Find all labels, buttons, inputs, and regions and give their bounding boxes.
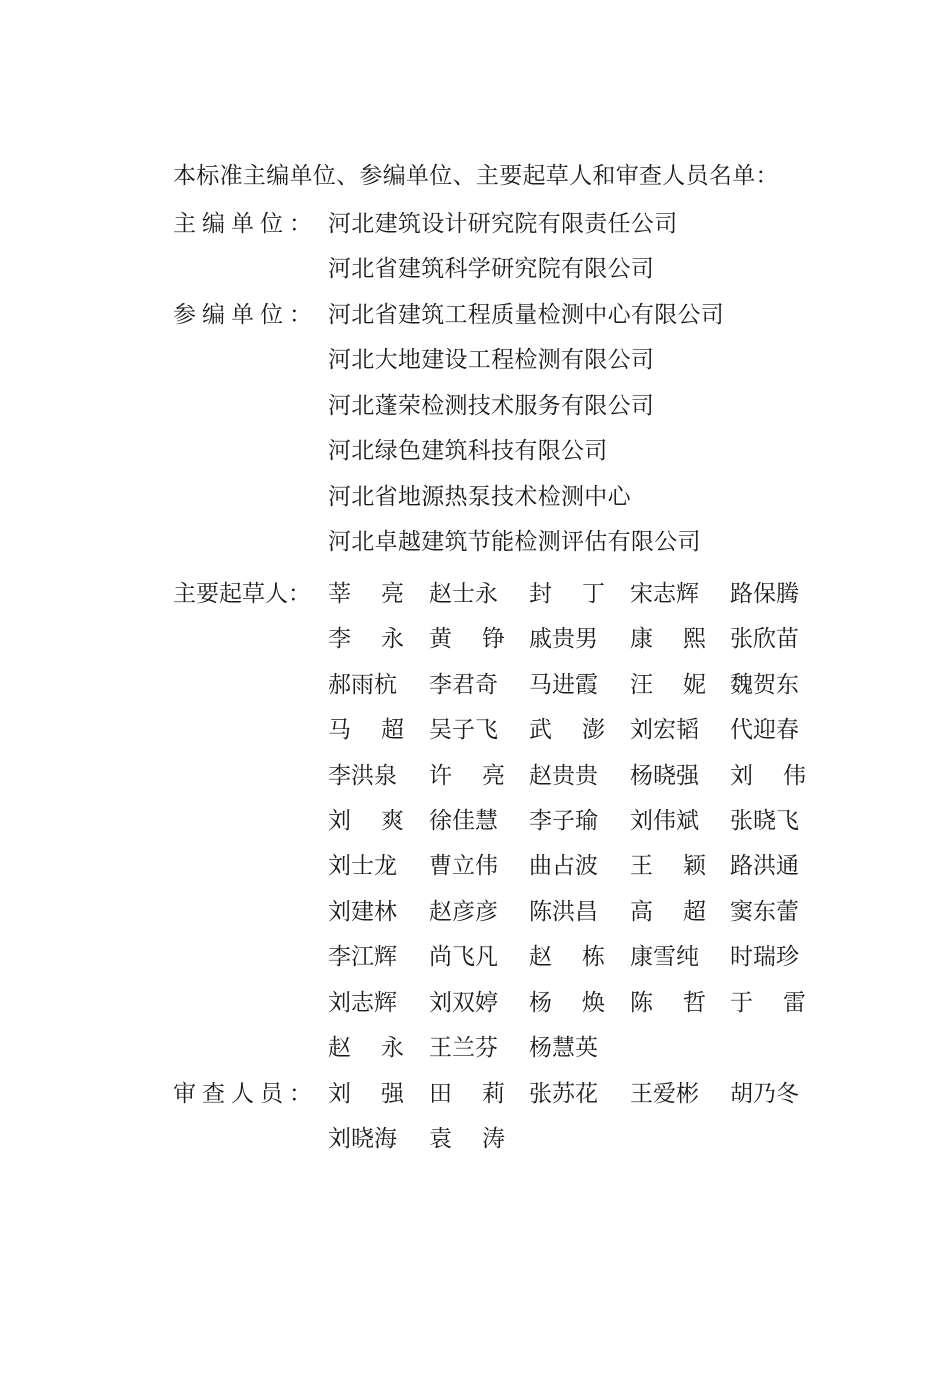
drafters-name: 宋志辉: [630, 581, 699, 607]
drafters-name: 许 亮: [429, 762, 505, 789]
drafters-name: 封 丁: [529, 581, 605, 607]
drafters-name: 张晓飞: [730, 808, 799, 834]
drafters-name: 刘 伟: [730, 762, 806, 789]
participating-unit: 河北省建筑工程质量检测中心有限公司: [328, 302, 725, 328]
drafters-name: 赵贵贵: [529, 762, 598, 789]
chief-editor-label: 主编单位：: [173, 211, 318, 237]
drafters-name: 代迎春: [730, 717, 799, 744]
reviewers-name: 胡乃冬: [730, 1081, 799, 1107]
chief-editor-unit: 河北建筑设计研究院有限责任公司: [328, 211, 678, 237]
drafters-name: 曹立伟: [429, 853, 498, 880]
drafters-name: 莘 亮: [328, 581, 404, 607]
chief-editor-unit: 河北省建筑科学研究院有限公司: [328, 256, 655, 282]
drafters-name: 戚贵男: [529, 626, 598, 653]
drafters-name: 张欣苗: [730, 626, 799, 653]
drafters-name: 汪 妮: [630, 671, 706, 698]
reviewers-name: 王爱彬: [630, 1081, 699, 1107]
drafters-name: 武 澎: [529, 717, 605, 744]
drafters-name: 杨 焕: [529, 989, 605, 1016]
reviewers-name: 袁 涛: [429, 1126, 505, 1153]
drafters-name: 陈洪昌: [529, 898, 598, 925]
drafters-name: 尚飞凡: [429, 944, 498, 971]
intro-heading: 本标准主编单位、参编单位、主要起草人和审查人员名单：: [173, 163, 779, 189]
drafters-name: 李君奇: [429, 671, 498, 698]
drafters-name: 吴子飞: [429, 717, 498, 744]
drafters-name: 于 雷: [730, 989, 806, 1016]
drafters-name: 王 颖: [630, 853, 706, 880]
drafters-name: 杨晓强: [630, 762, 699, 789]
drafters-name: 李子瑜: [529, 808, 598, 834]
drafters-label: 主要起草人：: [173, 581, 311, 607]
drafters-name: 赵 永: [328, 1035, 404, 1061]
participating-unit: 河北卓越建筑节能检测评估有限公司: [328, 529, 701, 555]
drafters-name: 刘宏韬: [630, 717, 699, 744]
reviewers-name: 田 莉: [429, 1081, 505, 1107]
drafters-name: 赵士永: [429, 581, 498, 607]
drafters-name: 李洪泉: [328, 762, 397, 789]
drafters-name: 康雪纯: [630, 944, 699, 971]
drafters-name: 曲占波: [529, 853, 598, 880]
participating-unit: 河北蓬荣检测技术服务有限公司: [328, 393, 655, 419]
drafters-name: 刘 爽: [328, 808, 404, 834]
drafters-name: 刘建林: [328, 898, 397, 925]
drafters-name: 刘志辉: [328, 989, 397, 1016]
drafters-name: 路保腾: [730, 581, 799, 607]
drafters-name: 赵 栋: [529, 944, 605, 971]
drafters-name: 刘双婷: [429, 989, 498, 1016]
drafters-name: 马进霞: [529, 671, 598, 698]
drafters-name: 李 永: [328, 626, 404, 653]
participating-label: 参编单位：: [173, 302, 318, 328]
drafters-name: 杨慧英: [529, 1035, 598, 1061]
drafters-name: 黄 铮: [429, 626, 505, 653]
reviewers-label: 审查人员：: [173, 1081, 318, 1107]
participating-unit: 河北大地建设工程检测有限公司: [328, 347, 655, 373]
drafters-name: 徐佳慧: [429, 808, 498, 834]
drafters-name: 魏贺东: [730, 671, 799, 698]
reviewers-name: 刘 强: [328, 1081, 404, 1107]
drafters-name: 李江辉: [328, 944, 397, 971]
participating-unit: 河北省地源热泵技术检测中心: [328, 484, 631, 510]
drafters-name: 陈 哲: [630, 989, 706, 1016]
reviewers-name: 张苏花: [529, 1081, 598, 1107]
drafters-name: 刘士龙: [328, 853, 397, 880]
drafters-name: 刘伟斌: [630, 808, 699, 834]
reviewers-name: 刘晓海: [328, 1126, 397, 1153]
drafters-name: 窦东蕾: [730, 898, 799, 925]
drafters-name: 康 熙: [630, 626, 706, 653]
drafters-name: 赵彦彦: [429, 898, 498, 925]
participating-unit: 河北绿色建筑科技有限公司: [328, 438, 608, 464]
drafters-name: 高 超: [630, 898, 706, 925]
drafters-name: 王兰芬: [429, 1035, 498, 1061]
drafters-name: 路洪通: [730, 853, 799, 880]
drafters-name: 时瑞珍: [730, 944, 799, 971]
drafters-name: 郝雨杭: [328, 671, 397, 698]
drafters-name: 马 超: [328, 717, 404, 744]
